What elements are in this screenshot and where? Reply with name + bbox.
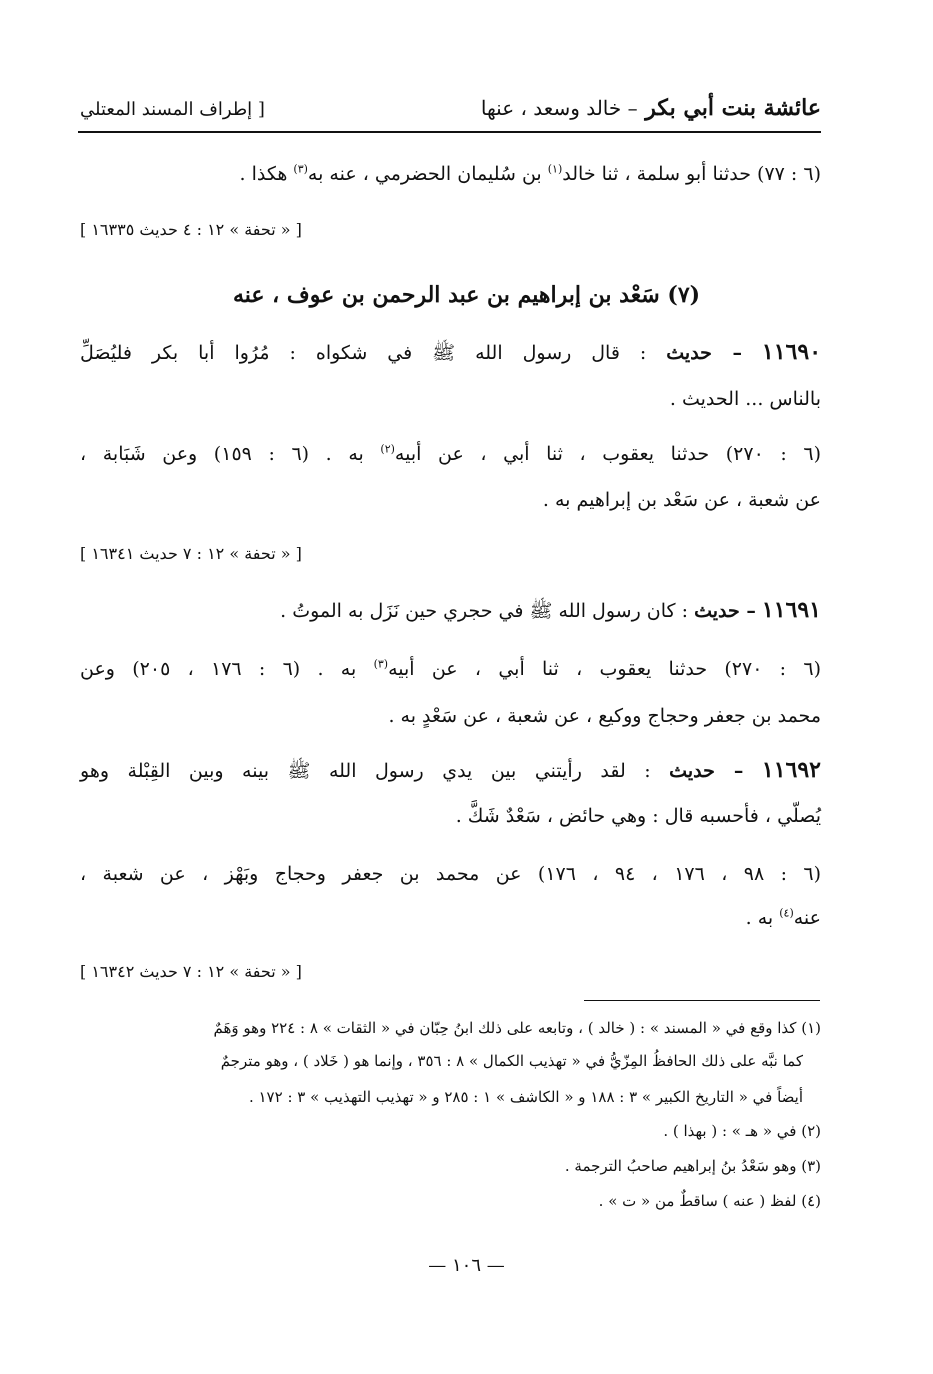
section-title: (٧) سَعْد بن إبراهيم بن عبد الرحمن بن عوف ، عنه (232, 282, 701, 308)
hadith-label: – حديث (666, 342, 742, 364)
isnad-text: بن سُليمان الحضرمي ، عنه به (307, 163, 548, 185)
footnote-2: (٢) في « هـ » : ( بهذا ) . (663, 1122, 821, 1140)
isnad-text: (٦ : ٢٧٠) حدثنا يعقوب ، ثنا أبي ، عن أبيه (388, 658, 822, 680)
footnote-1-line-2: كما نبَّه على ذلك الحافظُ المِزّيُّ في « تهذيب الكمال » ٨ : ٣٥٦ ، وإنما هو ( خَلاد ) ، وهو مترجمٌ (220, 1052, 803, 1070)
hadith-line (80, 756, 821, 785)
tuhfa-reference: [ « تحفة » ١٢ : ٧ حديث ١٦٣٤٢ ] (80, 962, 302, 981)
header-rule (78, 131, 821, 133)
isnad-text: (٦ : ٢٧٠) حدثنا يعقوب ، ثنا أبي ، عن أبيه (394, 443, 822, 465)
isnad-text: به . (745, 907, 780, 929)
isnad-line (80, 160, 821, 188)
isnad-text: به . (٦ : ١٥٩) وعن شَبَابة ، (80, 443, 381, 465)
footnote-ref: (٢) (380, 442, 395, 456)
tuhfa-reference: [ « تحفة » ١٢ : ٤ حديث ١٦٣٣٥ ] (80, 220, 302, 239)
isnad-line (80, 440, 821, 468)
tuhfa-reference: [ « تحفة » ١٢ : ٧ حديث ١٦٣٤١ ] (80, 544, 302, 563)
footnote-4: (٤) لفظ ( عنه ) ساقطٌ من « ت » . (598, 1192, 821, 1210)
isnad-text: (٦ : ٧٧) حدثنا أبو سلمة ، ثنا خالد (562, 163, 821, 185)
page-number: — ١٠٦ — (428, 1255, 505, 1276)
isnad-line-2: عن شعبة ، عن سَعْد بن إبراهيم به . (542, 489, 821, 511)
isnad-text: هكذا . (239, 163, 294, 185)
footnote-ref: (٤) (779, 906, 794, 920)
footnote-ref: (٣) (373, 657, 389, 671)
hadith-number: ١١٦٩٢ (761, 757, 821, 783)
hadith-line-2: يُصلّي ، فأحسبه قال : وهي حائض ، سَعْدٌ شَكَّ . (455, 805, 821, 827)
isnad-text: به . (٦ : ١٧٦ ، ٢٠٥) وعن (80, 658, 374, 680)
isnad-text: عنه (793, 907, 821, 929)
hadith-text: : كان رسول الله ﷺ في حجري حين نَزَل به الموتُ . (280, 600, 695, 622)
footnote-rule (584, 1000, 820, 1001)
footnote-1-line-1: (١) كذا وقع في « المسند » : ( خالد ) ، وتابعه على ذلك ابنُ حِبّان في « الثقات » ٨ : ٢٢٤ وهو وَهَمٌ (213, 1019, 821, 1037)
hadith-text: : قال رسول الله ﷺ في شكواه : مُرُوا أبا بكر فليُصَلِّ (80, 342, 667, 364)
isnad-line-2 (80, 904, 821, 932)
isnad-line (80, 655, 821, 683)
header-title-bold: عائشة بنت أبي بكر (645, 95, 821, 121)
isnad-line: (٦ : ٩٨ ، ١٧٦ ، ٩٤ ، ١٧٦) عن محمد بن جعفر وحجاج وبَهْز ، عن شعبة ، (80, 863, 821, 885)
isnad-line-2: محمد بن جعفر وحجاج ووكيع ، عن شعبة ، عن سَعْدٍ به . (388, 705, 821, 727)
footnote-ref: (٣) (293, 162, 308, 176)
running-header-title (481, 95, 821, 121)
hadith-line-2: بالناس ... الحديث . (669, 388, 821, 410)
footnote-1-line-3: أيضاً في « التاريخ الكبير » ٣ : ١٨٨ و « الكاشف » ١ : ٢٨٥ و « تهذيب التهذيب » ٣ : ١٧٢ . (248, 1088, 803, 1106)
running-header-book-title: [ إطراف المسند المعتلي (80, 99, 265, 120)
header-title-rest: – خالد وسعد ، عنها (480, 96, 638, 120)
hadith-number: ١١٦٩١ (761, 597, 821, 623)
hadith-label: – حديث (669, 760, 744, 782)
hadith-line (80, 338, 821, 367)
footnote-ref: (١) (547, 162, 563, 176)
hadith-text: : لقد رأيتني بين يدي رسول الله ﷺ بينه وبين القِبْلة وهو (80, 760, 670, 782)
hadith-label: – حديث (694, 600, 756, 622)
footnote-3: (٣) وهو سَعْدُ بنُ إبراهيم صاحبُ الترجمة . (564, 1157, 821, 1175)
hadith-line (80, 596, 821, 625)
hadith-number: ١١٦٩٠ (761, 339, 822, 365)
